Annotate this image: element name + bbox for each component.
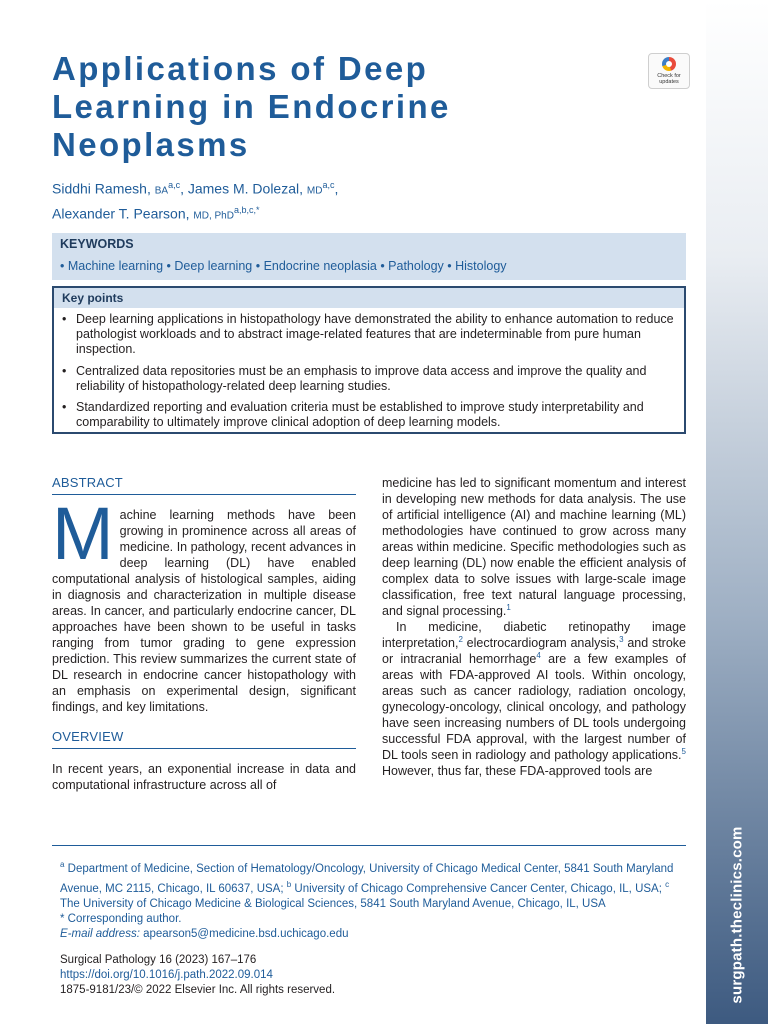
key-point-item (62, 364, 678, 394)
reference-link[interactable]: 3 (619, 634, 624, 644)
citation-block (60, 953, 680, 998)
overview-heading: OVERVIEW (52, 729, 356, 749)
bullet-icon: • (62, 364, 67, 378)
keyword[interactable]: Deep learning (174, 259, 253, 273)
affiliations: $^a$ Department of Medicine, Section of Hematology/Oncology, University of Chicago Medical Center, 5841 South Maryland Avenue, MC 2115, Chicago, IL 60637, USA; $^b$ University of Chicago Comprehensive Cancer Center, Chicago, IL, USA; $^c$ The University of Chicago Medicine & Biological Sciences, 5841 South Maryland Avenue, Chicago, IL, USA * Corresponding author. E-mail address: apearson5@medicine.bsd.uchicago.edu (60, 860, 674, 940)
author-name[interactable]: Alexander T. Pearson, (52, 205, 190, 222)
drop-cap: M (52, 492, 114, 575)
key-point-item (62, 312, 678, 357)
bullet-icon: • (62, 400, 67, 414)
author-degree: BA (154, 185, 169, 197)
right-column (382, 475, 686, 779)
affiliation-a: Department of Medicine, Section of Hematology/Oncology, University of Chicago Medical Center, 5841 South Maryland Avenue, MC 2115, Chicago, IL 60637, USA; (60, 862, 674, 895)
key-points-box (52, 286, 686, 434)
keyword[interactable]: Machine learning (67, 259, 164, 273)
journal-url[interactable]: surgpath.theclinics.com (728, 826, 746, 1004)
crossmark-icon (662, 57, 676, 71)
article-title: Applications of Deep Learning in Endocrine Neoplasms (52, 50, 451, 163)
check-for-updates-badge[interactable] (648, 53, 690, 89)
author-degree: MD (306, 185, 323, 197)
bullet-icon: • (62, 312, 67, 326)
key-point-item (62, 400, 678, 430)
body-paragraph: In medicine, diabetic retinopathy image interpretation,$^2$ electrocardiogram analysis,$^3$ and stroke or intracranial hemorrhage$^4$ are a few examples of areas with FDA-approved AI tools. Within oncology, areas such as cancer radiology, radiation oncology, gynecology-oncology, clinical oncology, and pathology have seen increasing numbers of DL tools undergoing successful FDA approval, with the largest number of DL tools seen in radiology and pathology applications.$^5$ However, thus far, these FDA-approved tools are (382, 620, 686, 778)
author-name[interactable]: Siddhi Ramesh, (52, 180, 151, 197)
overview-paragraph: In recent years, an exponential increase in data and computational infrastructure across all of (52, 762, 356, 792)
affiliation-c: The University of Chicago Medicine & Biological Sciences, 5841 South Maryland Avenue, Chicago, IL, USA (60, 897, 606, 910)
keyword[interactable]: Pathology (388, 259, 444, 273)
author-affiliation-marker: a,b,c,* (233, 204, 260, 215)
key-point-text: Standardized reporting and evaluation criteria must be established to improve study interpretability and comparability to ultimately improve clinical adoption of deep learning models. (76, 400, 644, 429)
reference-link[interactable]: 4 (536, 650, 541, 660)
keywords-heading: KEYWORDS (60, 237, 134, 251)
keywords-box (52, 233, 686, 280)
author-degree: MD, PhD (193, 210, 234, 222)
doi-link[interactable]: https://doi.org/10.1016/j.path.2022.09.014 (60, 969, 273, 981)
corresponding-author-note: * Corresponding author. (60, 912, 182, 925)
reference-link[interactable]: 1 (506, 602, 511, 612)
email-link[interactable]: apearson5@medicine.bsd.uchicago.edu (139, 927, 349, 940)
abstract-text (52, 492, 356, 715)
keyword[interactable]: Histology (455, 259, 507, 273)
author-affiliation-marker: a,c (168, 180, 181, 190)
body-paragraph: medicine has led to significant momentum and interest in developing new methods for data analysis. The use of artificial intelligence (AI) and machine learning (ML) methodologies have continued to grow across many areas within medicine. Specific methodologies such as deep learning (DL) now enable the efficient analysis of complex data to solve issues with large-scale image classification, free text natural language processing, and signal processing.$^1$ (382, 476, 686, 618)
reference-link[interactable]: 2 (458, 634, 463, 644)
abstract-body: achine learning methods have been growing in prominence across all areas of medicine. In pathology, recent advances in deep learning (DL) have enabled computational analysis of histological samples, aiding in diagnosis and characterization in multiple disease areas. In cancer, and particularly endocrine cancer, DL approaches have been shown to be useful in tasks ranging from tumor grading to gene expression prediction. This review summarizes the current state of DL research in endocrine cancer histopathology with an emphasis on experimental design, significant findings, and key limitations. (52, 508, 356, 714)
keyword[interactable]: Endocrine neoplasia (263, 259, 377, 273)
key-point-text: Centralized data repositories must be an emphasis to improve data access and improve the quality and reliability of histopathology-related deep learning studies. (76, 364, 647, 393)
key-point-text: Deep learning applications in histopathology have demonstrated the ability to enhance automation to reduce pathologist workloads and to abstract image-related features that are indeterminable from pure human inspection. (76, 312, 674, 356)
author-affiliation-marker: a,c (322, 180, 335, 190)
email-label: E-mail address: (60, 927, 140, 940)
affiliation-b: University of Chicago Comprehensive Cancer Center, Chicago, IL, USA; (291, 882, 666, 895)
abstract-heading: ABSTRACT (52, 475, 356, 495)
author-name[interactable]: James M. Dolezal, (187, 180, 304, 197)
journal-citation: Surgical Pathology 16 (2023) 167–176 (60, 954, 257, 966)
keywords-list: • Machine learning • Deep learning • Endocrine neoplasia • Pathology • Histology (60, 259, 507, 273)
copyright-notice: 1875-9181/23/© 2022 Elsevier Inc. All rights reserved. (60, 984, 336, 996)
key-points-heading: Key points (54, 288, 684, 308)
footnote-divider (52, 845, 686, 846)
left-column (52, 475, 356, 793)
author-list: Siddhi Ramesh, BA$^{a,c}$, James M. Dolezal, MD$^{a,c}$, Alexander T. Pearson, MD, PhD$^{a,b,c,*}$ (52, 180, 339, 222)
reference-link[interactable]: 5 (681, 746, 686, 756)
badge-label: Check for updates (657, 73, 681, 85)
